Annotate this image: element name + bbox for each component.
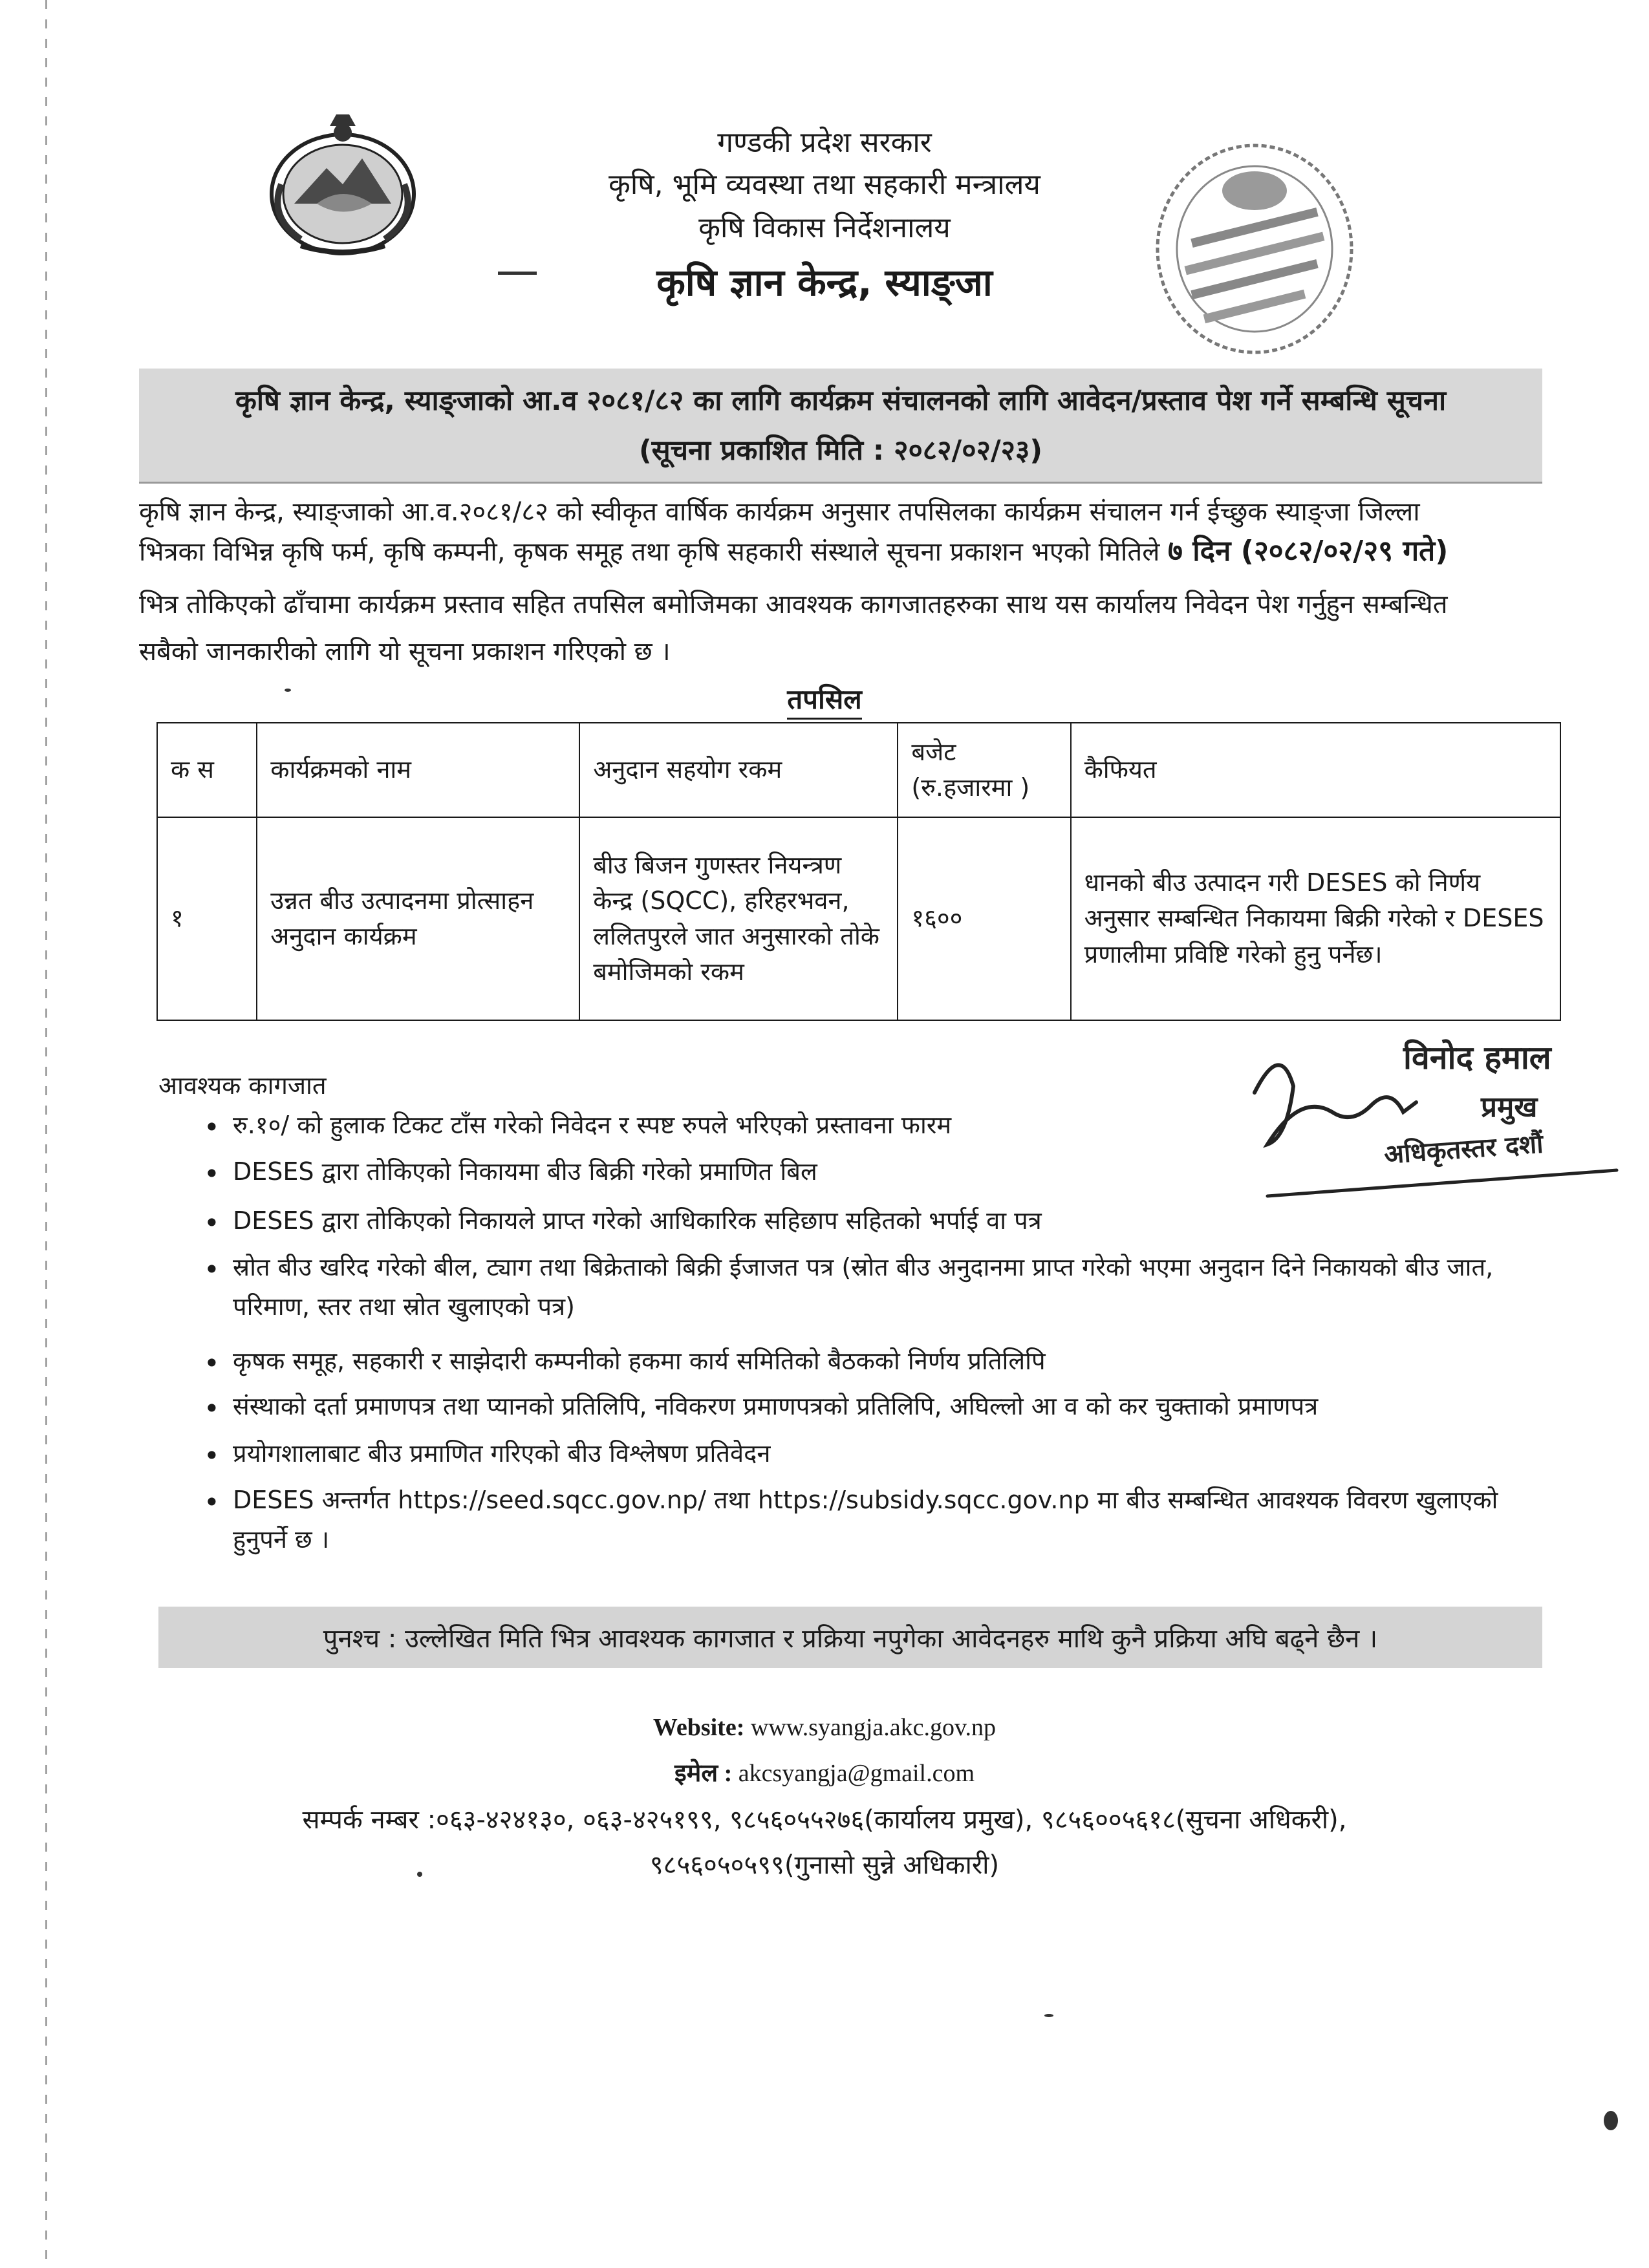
dash-mark: [498, 272, 537, 275]
header-office-name: कृषि ज्ञान केन्द्र, स्याङ्जा: [656, 261, 993, 305]
cell-program-name: उन्नत बीउ उत्पादनमा प्रोत्साहन अनुदान कार्यक्रम: [257, 817, 579, 1020]
col-remarks: कैफियत: [1071, 723, 1560, 817]
list-item: • संस्थाको दर्ता प्रमाणपत्र तथा प्यानको प्रतिलिपि, नविकरण प्रमाणपत्रको प्रतिलिपि, अघिल्लो आ व को कर चुक्ताको प्रमाणपत्र: [233, 1387, 1558, 1426]
table-header-row: [157, 723, 1560, 817]
list-item: • DESES द्वारा तोकिएको निकायमा बीउ बिक्री गरेको प्रमाणित बिल: [233, 1152, 1558, 1192]
phone-line-2: ९८५६०५०५९९(गुनासो सुन्ने अधिकारी): [649, 1850, 1000, 1880]
table-row: [157, 817, 1560, 1020]
cell-serial: १: [157, 817, 257, 1020]
col-grant-amount: अनुदान सहयोग रकम: [579, 723, 898, 817]
signatory-role: प्रमुख: [1481, 1091, 1538, 1124]
list-item: • कृषक समूह, सहकारी र साझेदारी कम्पनीको हकमा कार्य समितिको बैठकको निर्णय प्रतिलिपि: [233, 1342, 1558, 1381]
header-line-government: गण्डकी प्रदेश सरकार: [717, 126, 932, 159]
scan-speck: [1604, 2111, 1618, 2130]
website-link[interactable]: www.syangja.akc.gov.np: [750, 1714, 997, 1741]
list-item: • रु.१०/ को हुलाक टिकट टाँस गरेको निवेदन र स्पष्ट रुपले भरिएको प्रस्तावना फारम: [233, 1106, 1558, 1145]
list-item: • प्रयोगशालाबाट बीउ प्रमाणित गरिएको बीउ विश्लेषण प्रतिवेदन: [233, 1434, 1558, 1473]
signatory-level: अधिकृतस्तर दशौं: [1383, 1129, 1544, 1170]
scan-speck: [417, 1872, 422, 1877]
website-label: Website:: [652, 1714, 745, 1741]
email-label: इमेल :: [674, 1760, 733, 1787]
scan-speck: [1044, 2014, 1053, 2017]
body-paragraph-line-1: कृषि ज्ञान केन्द्र, स्याङ्जाको आ.व.२०८१/८२ को स्वीकृत वार्षिक कार्यक्रम अनुसार तपसिलका कार्यक्रम संचालन गर्न ईच्छुक स्याङ्जा जिल्ला: [139, 497, 1420, 527]
scan-edge-marks: [45, 0, 47, 2268]
header-line-ministry: कृषि, भूमि व्यवस्था तथा सहकारी मन्त्रालय: [609, 168, 1040, 201]
scan-speck: [285, 689, 291, 692]
phone-line-1: सम्पर्क नम्बर :०६३-४२४१३०, ०६३-४२५१९९, ९८५६०५५२७६(कार्यालय प्रमुख), ९८५६००५६१८(सुचना अधिकरी),: [302, 1805, 1347, 1835]
cell-remarks: धानको बीउ उत्पादन गरी DESES को निर्णय अनुसार सम्बन्धित निकायमा बिक्री गरेको र DESES प्रणालीमा प्रविष्टि गरेको हुनु पर्नेछ।: [1071, 817, 1560, 1020]
required-documents-heading: आवश्यक कागजात: [158, 1071, 327, 1100]
cell-budget: १६००: [898, 817, 1070, 1020]
website-line: [0, 1713, 1649, 1742]
body-paragraph-line-2-text: भित्रका विभिन्न कृषि फर्म, कृषि कम्पनी, कृषक समूह तथा कृषि सहकारी संस्थाले सूचना प्रकाशन भएको मितिले: [139, 537, 1160, 567]
notice-title-band: [139, 369, 1542, 484]
list-item: • DESES अन्तर्गत https://seed.sqcc.gov.np/ तथा https://subsidy.sqcc.gov.np मा बीउ सम्बन्धित आवश्यक विवरण खुलाएको हुनुपर्ने छ ।: [233, 1481, 1558, 1559]
cell-grant-amount: बीउ बिजन गुणस्तर नियन्त्रण केन्द्र (SQCC), हरिहरभवन, ललितपुरले जात अनुसारको तोके बमोजिमको रकम: [579, 817, 898, 1020]
body-paragraph-line-2: [139, 530, 1549, 569]
list-item: • DESES द्वारा तोकिएको निकायले प्राप्त गरेको आधिकारिक सहिछाप सहितको भर्पाई वा पत्र: [233, 1201, 1558, 1241]
table-heading: [0, 680, 1649, 717]
signatory-name: विनोद हमाल: [1403, 1039, 1551, 1076]
notice-publish-date: (सूचना प्रकाशित मिति : २०८२/०२/२३): [638, 434, 1043, 467]
table-heading-text: तपसिल: [787, 683, 862, 720]
col-budget: बजेट (रु.हजारमा ): [898, 723, 1070, 817]
office-stamp-icon: [1145, 133, 1364, 365]
deadline-highlight: ७ दिन (२०८२/०२/२९ गते): [1168, 535, 1449, 568]
email-line: [0, 1755, 1649, 1789]
list-item: • स्रोत बीउ खरिद गरेको बील, ट्याग तथा बिक्रेताको बिक्री ईजाजत पत्र (स्रोत बीउ अनुदानमा प्राप्त गरेको भएमा अनुदान दिने निकायको बीउ जात, परिमाण, स्तर तथा स्रोत खुलाएको पत्र): [233, 1248, 1558, 1327]
body-paragraph-line-3: भित्र तोकिएको ढाँचामा कार्यक्रम प्रस्ताव सहित तपसिल बमोजिमका आवश्यक कागजातहरुका साथ यस कार्यालय निवेदन पेश गर्नुहुन सम्बन्धित: [139, 590, 1448, 619]
body-paragraph-line-4: सबैको जानकारीको लागि यो सूचना प्रकाशन गरिएको छ ।: [139, 637, 671, 667]
postscript-band: [158, 1607, 1542, 1668]
postscript-text: पुनश्च : उल्लेखित मिति भित्र आवश्यक कागजात र प्रक्रिया नपुगेका आवेदनहरु माथि कुनै प्रक्रिया अघि बढ्ने छैन ।: [323, 1624, 1378, 1654]
col-serial: क स: [157, 723, 257, 817]
header-line-directorate: कृषि विकास निर्देशनालय: [698, 211, 951, 244]
col-program-name: कार्यक्रमको नाम: [257, 723, 579, 817]
email-link[interactable]: akcsyangja@gmail.com: [738, 1760, 975, 1787]
program-table: [156, 722, 1561, 1021]
notice-title: कृषि ज्ञान केन्द्र, स्याङ्जाको आ.व २०८१/८२ का लागि कार्यक्रम संचालनको लागि आवेदन/प्रस्ताव पेश गर्ने सम्बन्धि सूचना: [235, 385, 1447, 417]
